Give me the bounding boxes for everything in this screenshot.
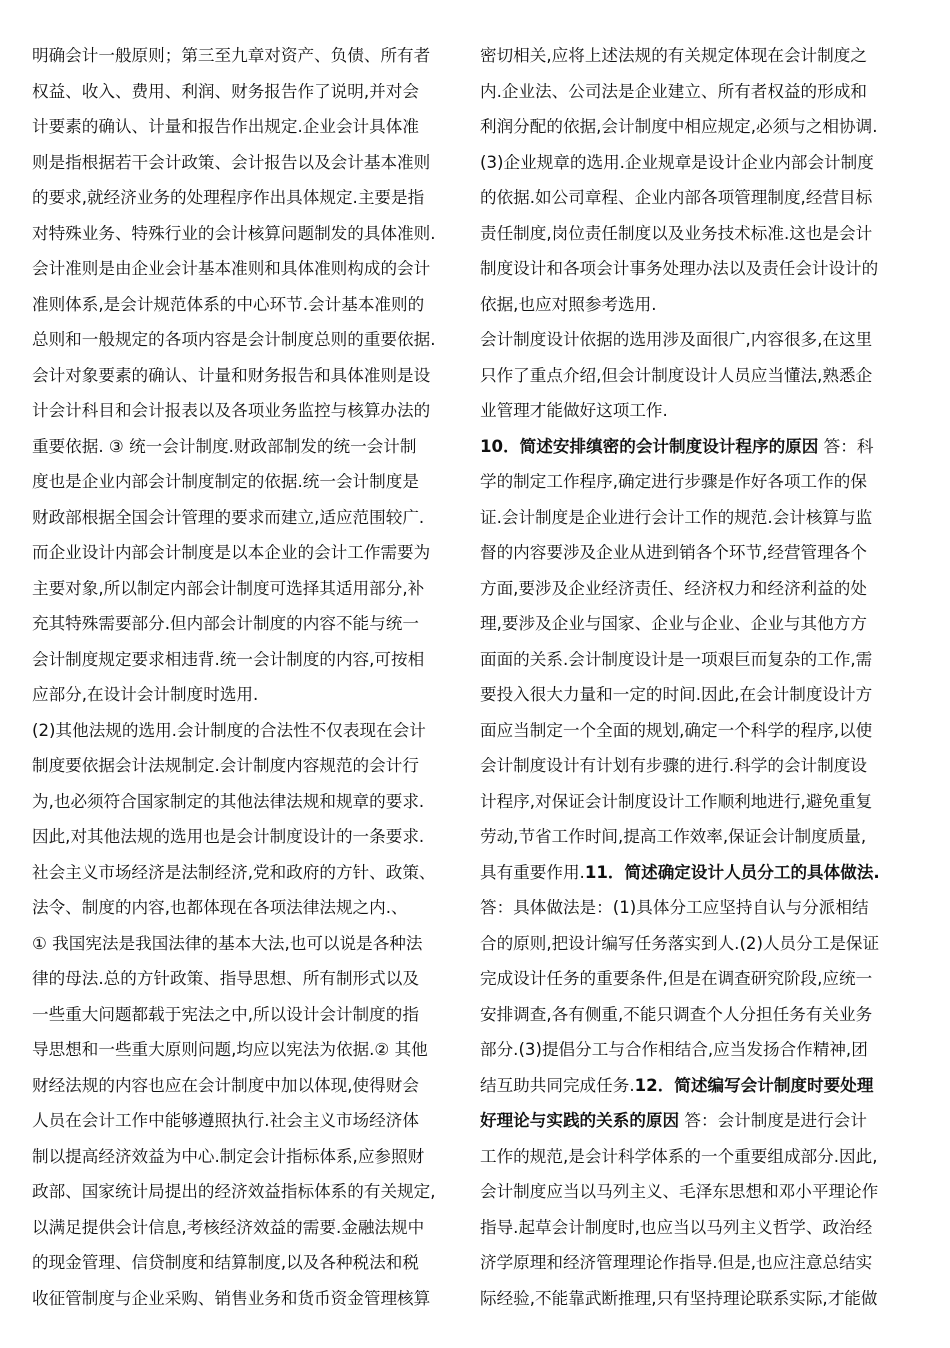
text-line: 社会主义市场经济是法制经济,党和政府的方针、政策、: [32, 862, 436, 882]
right-column: [480, 38, 920, 1316]
text-line: 因此,对其他法规的选用也是会计制度设计的一条要求.: [32, 827, 425, 846]
text-line: 财经法规的内容也应在会计制度中加以体现,使得财会: [32, 1075, 419, 1095]
text-line: 部分.(3)提倡分工与合作相结合,应当发扬合作精神,团: [480, 1040, 868, 1059]
text-line: 业管理才能做好这项工作.: [480, 401, 668, 420]
text-line: 济学原理和经济管理理论作指导.但是,也应注意总结实: [480, 1253, 873, 1272]
text-line: 重要依据. ③ 统一会计制度.财政部制发的统一会计制: [32, 436, 417, 456]
text-line: 计会计科目和会计报表以及各项业务监控与核算办法的: [32, 401, 431, 420]
text-line: 督的内容要涉及企业从进到销各个环节,经营管理各个: [480, 543, 867, 562]
text-line: 会计制度设计依据的选用涉及面很广,内容很多,在这里: [480, 330, 873, 349]
text-line: 人员在会计工作中能够遵照执行.社会主义市场经济体: [32, 1111, 419, 1130]
text-line: 收征管制度与企业采购、销售业务和货币资金管理核算: [32, 1288, 431, 1308]
line-text: 结互助共同完成任务.: [480, 1075, 635, 1095]
text-line: 内.企业法、公司法是企业建立、所有者权益的形成和: [480, 81, 867, 101]
text-line: (3)企业规章的选用.企业规章是设计企业内部会计制度: [480, 152, 874, 172]
text-line: 会计制度设计有计划有步骤的进行.科学的会计制度设: [480, 756, 867, 775]
text-line: 为,也必须符合国家制定的其他法律法规和规章的要求.: [32, 791, 425, 811]
text-line: 方面,要涉及企业经济责任、经济权力和经济利益的处: [480, 578, 867, 598]
text-line: 法令、制度的内容,也都体现在各项法律法规之内.、: [32, 898, 408, 917]
text-line: 权益、收入、费用、利润、财务报告作了说明,并对会: [32, 81, 419, 101]
text-line: 应部分,在设计会计制度时选用.: [32, 685, 259, 704]
text-line: 面应当制定一个全面的规划,确定一个科学的程序,以使: [480, 720, 873, 740]
text-line: 度也是企业内部会计制度制定的依据.统一会计制度是: [32, 472, 419, 491]
text-line: 政部、国家统计局提出的经济效益指标体系的有关规定,: [32, 1182, 436, 1201]
text-line: 会计制度规定要求相违背.统一会计制度的内容,可按相: [32, 649, 425, 669]
line-text: 具有重要作用.: [480, 862, 585, 882]
text-line: 对特殊业务、特殊行业的会计核算问题制发的具体准则.: [32, 223, 436, 243]
text-line: 只作了重点介绍,但会计制度设计人员应当懂法,熟悉企: [480, 365, 873, 385]
text-line: 一些重大问题都载于宪法之中,所以设计会计制度的指: [32, 1004, 419, 1024]
text-line: (2)其他法规的选用.会计制度的合法性不仅表现在会计: [32, 720, 426, 740]
line-text: 答：会计制度是进行会计: [679, 1111, 867, 1130]
text-line: 会计制度应当以马列主义、毛泽东思想和邓小平理论作: [480, 1182, 879, 1201]
text-line: 明确会计一般原则；第三至九章对资产、负债、所有者: [32, 46, 431, 65]
text-line: [480, 1068, 920, 1104]
text-line: 要投入很大力量和一定的时间.因此,在会计制度设计方: [480, 685, 873, 704]
text-line: 的现金管理、信贷制度和结算制度,以及各种税法和税: [32, 1253, 419, 1272]
text-line: 学的制定工作程序,确定进行步骤是作好各项工作的保: [480, 472, 867, 491]
text-line: 面面的关系.会计制度设计是一项艰巨而复杂的工作,需: [480, 649, 873, 669]
text-line: 指导.起草会计制度时,也应当以马列主义哲学、政治经: [480, 1217, 873, 1237]
text-line: 会计准则是由企业会计基本准则和具体准则构成的会计: [32, 259, 431, 278]
text-line: 计程序,对保证会计制度设计工作顺利地进行,避免重复: [480, 791, 873, 811]
text-line: 律的母法.总的方针政策、指导思想、所有制形式以及: [32, 969, 419, 988]
text-line: 则是指根据若干会计政策、会计报告以及会计基本准则: [32, 152, 431, 172]
text-line: 财政部根据全国会计管理的要求而建立,适应范围较广.: [32, 507, 425, 527]
text-line: 计要素的确认、计量和报告作出规定.企业会计具体准: [32, 117, 419, 136]
text-line: 证.会计制度是企业进行会计工作的规范.会计核算与监: [480, 507, 873, 527]
text-line: [480, 429, 920, 465]
text-line: 以满足提供会计信息,考核经济效益的需要.金融法规中: [32, 1217, 425, 1237]
question-heading: 12．简述编写会计制度时要处理: [634, 1075, 874, 1095]
text-line: 利润分配的依据,会计制度中相应规定,必须与之相协调.: [480, 117, 878, 136]
text-line: 完成设计任务的重要条件,但是在调查研究阶段,应统一: [480, 969, 873, 988]
text-line: 制度要依据会计法规制定.会计制度内容规范的会计行: [32, 756, 419, 775]
text-line: 主要对象,所以制定内部会计制度可选择其适用部分,补: [32, 578, 425, 598]
text-line: 制度设计和各项会计事务处理办法以及责任会计设计的: [480, 259, 879, 278]
text-line: 密切相关,应将上述法规的有关规定体现在会计制度之: [480, 46, 867, 65]
text-line: 责任制度,岗位责任制度以及业务技术标准.这也是会计: [480, 223, 873, 243]
text-line: 依据,也应对照参考选用.: [480, 294, 657, 314]
line-text: 答：科: [818, 436, 874, 456]
text-line: 总则和一般规定的各项内容是会计制度总则的重要依据.: [32, 330, 436, 349]
text-line: 理,要涉及企业与国家、企业与企业、企业与其他方方: [480, 614, 867, 633]
text-line: 答：具体做法是：(1)具体分工应坚持自认与分派相结: [480, 898, 869, 917]
question-heading: 10．简述安排缜密的会计制度设计程序的原因: [480, 436, 819, 456]
left-column: [32, 38, 472, 1316]
text-line: 充其特殊需要部分.但内部会计制度的内容不能与统一: [32, 614, 419, 633]
text-line: [480, 855, 920, 891]
text-line: 安排调查,各有侧重,不能只调查个人分担任务有关业务: [480, 1004, 873, 1024]
text-line: 工作的规范,是会计科学体系的一个重要组成部分.因此,: [480, 1146, 878, 1166]
text-line: 的依据.如公司章程、企业内部各项管理制度,经营目标: [480, 188, 873, 207]
text-line: [480, 1103, 920, 1139]
text-line: 准则体系,是会计规范体系的中心环节.会计基本准则的: [32, 294, 425, 314]
text-line: ① 我国宪法是我国法律的基本大法,也可以说是各种法: [32, 933, 423, 953]
text-line: 会计对象要素的确认、计量和财务报告和具体准则是设: [32, 365, 431, 385]
text-line: 合的原则,把设计编写任务落实到人.(2)人员分工是保证: [480, 933, 880, 953]
text-line: 劳动,节省工作时间,提高工作效率,保证会计制度质量,: [480, 827, 867, 846]
text-line: 制以提高经济效益为中心.制定会计指标体系,应参照财: [32, 1146, 425, 1166]
text-line: 的要求,就经济业务的处理程序作出具体规定.主要是指: [32, 188, 425, 207]
text-line: 际经验,不能靠武断推理,只有坚持理论联系实际,才能做: [480, 1288, 878, 1308]
question-heading: 好理论与实践的关系的原因: [480, 1111, 680, 1130]
text-line: 而企业设计内部会计制度是以本企业的会计工作需要为: [32, 543, 431, 562]
text-line: 导思想和一些重大原则问题,均应以宪法为依据.② 其他: [32, 1040, 428, 1059]
question-heading: 11．简述确定设计人员分工的具体做法.: [584, 862, 880, 882]
